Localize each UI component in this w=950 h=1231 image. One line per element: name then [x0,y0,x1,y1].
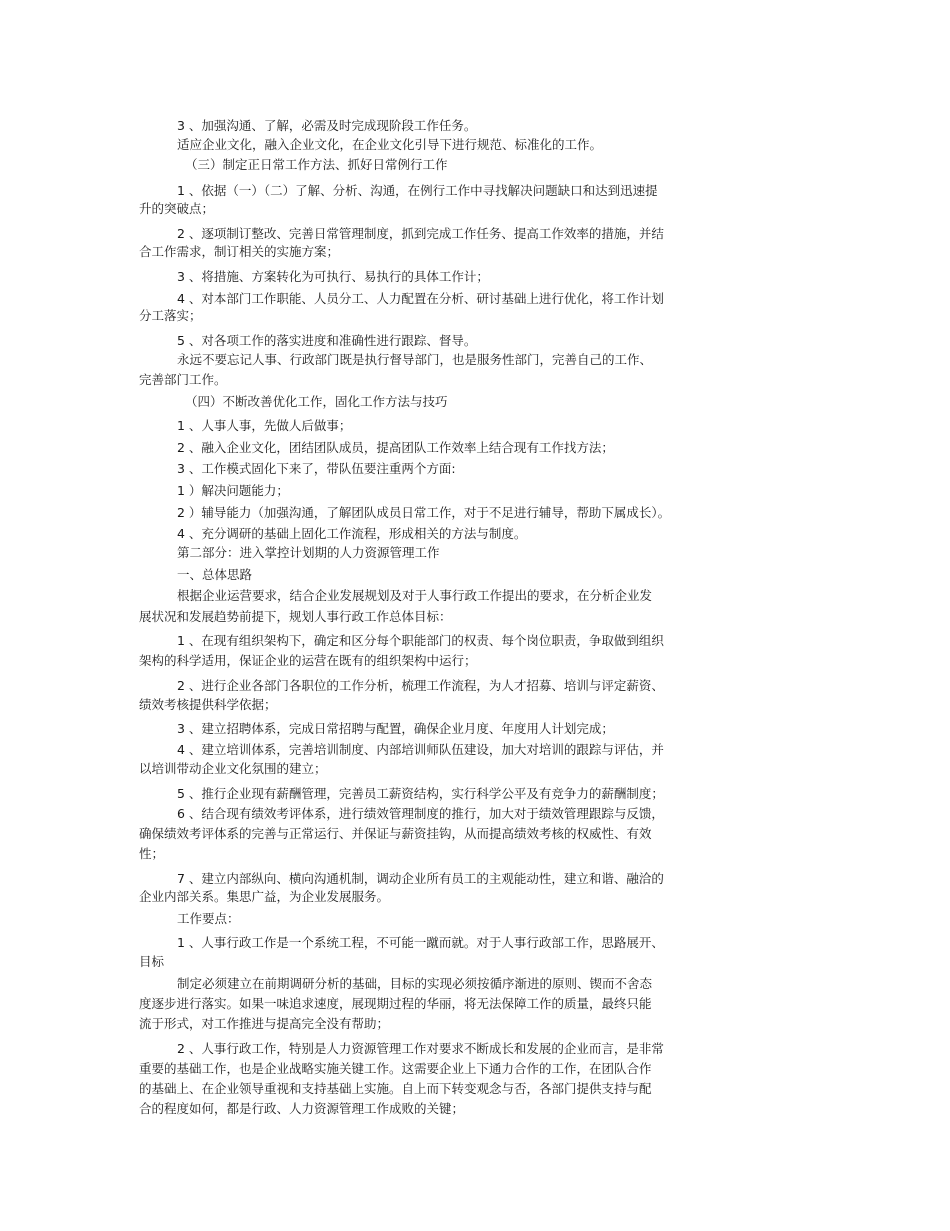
paragraph-line: 完善部门工作。 [139,372,227,387]
section-heading: 第二部分：进入掌控计划期的人力资源管理工作 [177,545,440,560]
paragraph-line: 分工落实； [139,308,202,323]
paragraph-line: 合工作需求，制订相关的实施方案； [139,244,340,259]
paragraph-line: 4 、对本部门工作职能、人员分工、人力配置在分析、研讨基础上进行优化，将工作计划 [177,291,664,306]
section-heading: 一、总体思路 [177,567,253,582]
paragraph-line: 绩效考核提供科学依据； [139,697,277,712]
paragraph-line: 1 ）解决问题能力； [177,483,289,498]
paragraph-line: 5 、推行企业现有薪酬管理，完善员工薪资结构，实行科学公平及有竞争力的薪酬制度； [177,786,664,801]
paragraph-line: 1 、依据（一）（二）了解、分析、沟通，在例行工作中寻找解决问题缺口和达到迅速提 [177,183,658,198]
section-heading: （三）制定正日常工作方法、抓好日常例行工作 [185,157,448,172]
paragraph-line: 2 ）辅导能力（加强沟通，了解团队成员日常工作，对于不足进行辅导，帮助下属成长）。 [177,505,671,520]
paragraph-line: 2 、进行企业各部门各职位的工作分析，梳理工作流程，为人才招募、培训与评定薪资、 [177,678,664,693]
paragraph-line: 1 、人事行政工作是一个系统工程，不可能一蹴而就。对于人事行政部工作，思路展开、 [177,935,664,950]
paragraph-line: 适应企业文化，融入企业文化，在企业文化引导下进行规范、标准化的工作。 [177,137,603,152]
paragraph-line: 流于形式，对工作推进与提高完全没有帮助； [139,1016,390,1031]
paragraph-line: 以培训带动企业文化氛围的建立； [139,761,327,776]
paragraph-line: 4 、建立培训体系，完善培训制度、内部培训师队伍建设，加大对培训的跟踪与评估，并 [177,742,664,757]
paragraph-line: 度逐步进行落实。如果一味追求速度，展现期过程的华丽，将无法保障工作的质量，最终只能 [139,996,652,1011]
paragraph-line: 3 、建立招聘体系，完成日常招聘与配置，确保企业月度、年度用人计划完成； [177,721,614,736]
paragraph-line: 4 、充分调研的基础上固化工作流程，形成相关的方法与制度。 [177,526,527,541]
paragraph-line: 性； [139,846,165,861]
paragraph-line: 2 、融入企业文化，团结团队成员，提高团队工作效率上结合现有工作找方法； [177,440,614,455]
paragraph-line: 1 、人事人事，先做人后做事； [177,418,352,433]
paragraph-line: 制定必须建立在前期调研分析的基础，目标的实现必须按循序渐进的原则、锲而不舍态 [177,976,653,991]
paragraph-line: 永远不要忘记人事、行政部门既是执行督导部门，也是服务性部门，完善自己的工作、 [177,352,653,367]
paragraph-line: 6 、结合现有绩效考评体系，进行绩效管理制度的推行，加大对于绩效管理跟踪与反馈， [177,806,664,821]
section-heading: （四）不断改善优化工作，固化工作方法与技巧 [185,394,448,409]
paragraph-line: 3 、工作模式固化下来了，带队伍要注重两个方面: [177,461,456,476]
paragraph-line: 2 、逐项制订整改、完善日常管理制度，抓到完成工作任务、提高工作效率的措施，并结 [177,226,664,241]
paragraph-line: 目标 [139,954,165,969]
paragraph-line: 2 、人事行政工作，特别是人力资源管理工作对要求不断成长和发展的企业而言，是非常 [177,1041,664,1056]
paragraph-line: 重要的基础工作，也是企业战略实施关键工作。这需要企业上下通力合作的工作，在团队合作 [139,1061,652,1076]
paragraph-line: 的基础上、在企业领导重视和支持基础上实施。自上而下转变观念与否，各部门提供支持与配 [139,1081,652,1096]
paragraph-line: 升的突破点； [139,201,215,216]
paragraph-line: 5 、对各项工作的落实进度和准确性进行跟踪、督导。 [177,333,477,348]
paragraph-line: 确保绩效考评体系的完善与正常运行、并保证与薪资挂钩，从而提高绩效考核的权威性、有效 [139,826,652,841]
paragraph-line: 1 、在现有组织架构下，确定和区分每个职能部门的权责、每个岗位职责，争取做到组织 [177,633,664,648]
paragraph-line: 架构的科学适用，保证企业的运营在既有的组织架构中运行； [139,653,477,668]
paragraph-line: 企业内部关系。集思广益，为企业发展服务。 [139,889,390,904]
paragraph-line: 展状况和发展趋势前提下，规划人事行政工作总体目标： [139,609,452,624]
paragraph-line: 3 、将措施、方案转化为可执行、易执行的具体工作计； [177,269,489,284]
paragraph-line: 根据企业运营要求，结合企业发展规划及对于人事行政工作提出的要求，在分析企业发 [177,588,653,603]
paragraph-line: 7 、建立内部纵向、横向沟通机制，调动企业所有员工的主观能动性，建立和谐、融洽的 [177,871,664,886]
paragraph-line: 3 、加强沟通、了解，必需及时完成现阶段工作任务。 [177,118,477,133]
paragraph-line: 合的程度如何，都是行政、人力资源管理工作成败的关键； [139,1101,465,1116]
section-heading: 工作要点： [177,911,240,926]
